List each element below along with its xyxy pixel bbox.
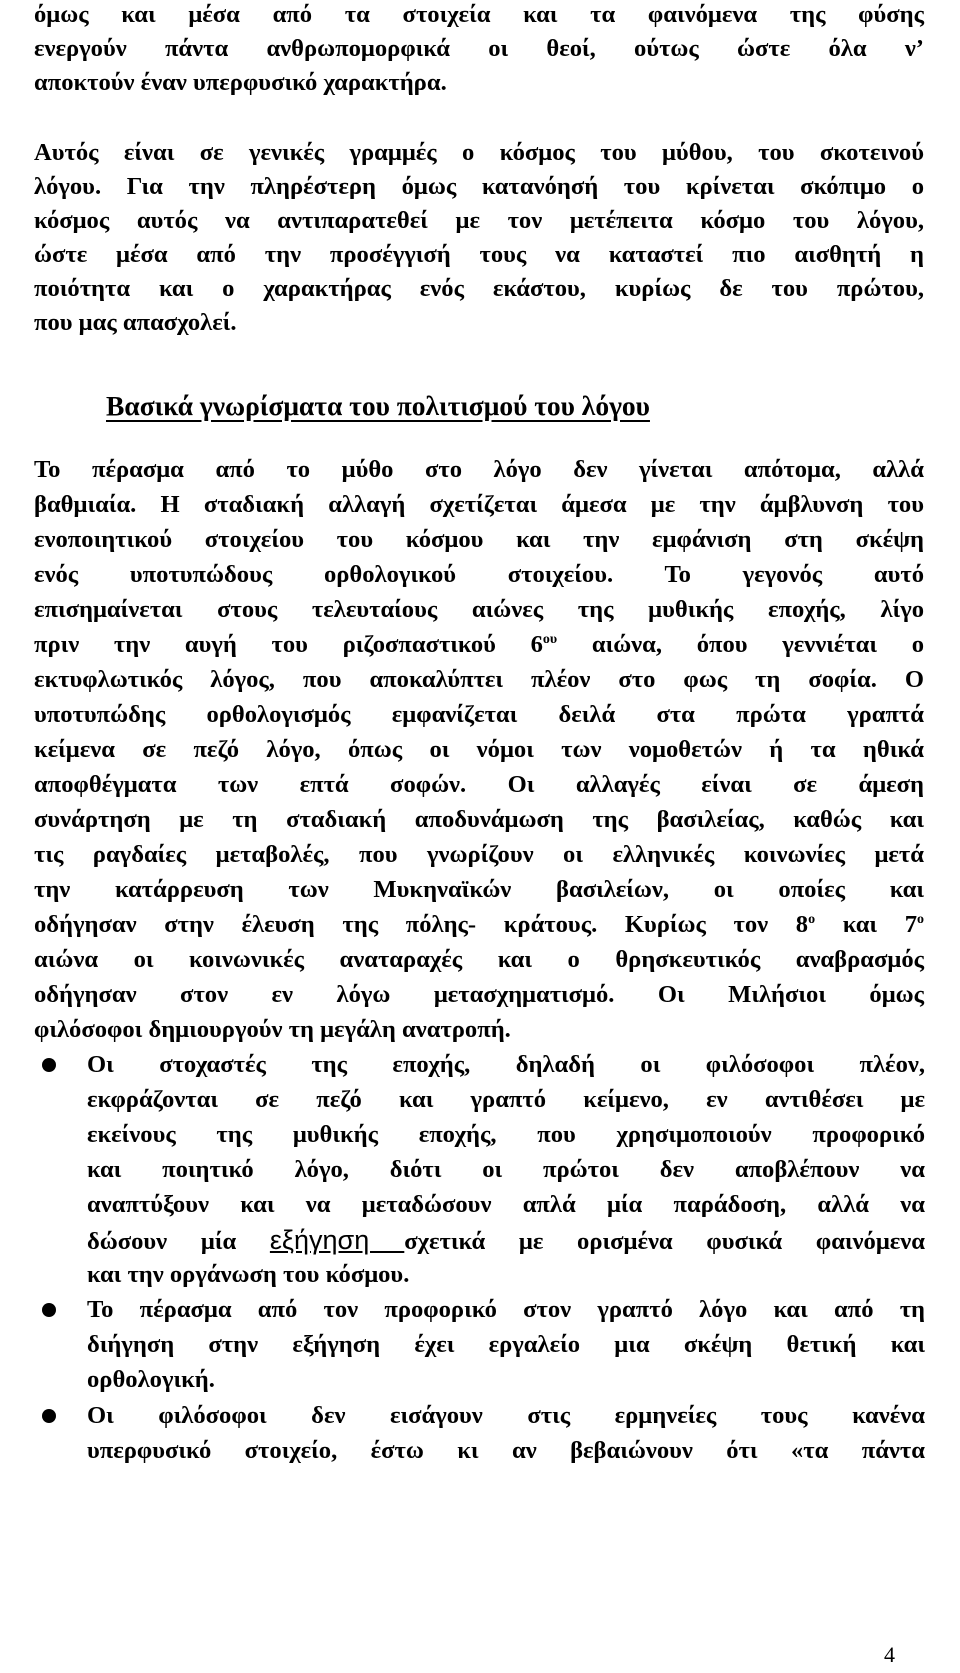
paragraph-line: τις ραγδαίες μεταβολές, που γνωρίζουν οι ελληνικές κοινωνίες μετά bbox=[34, 841, 924, 868]
paragraph-line bbox=[34, 908, 924, 942]
superscript: ου bbox=[542, 631, 558, 647]
paragraph-line: ενεργούν πάντα ανθρωπομορφικά οι θεοί, ούτως ώστε όλα ν’ bbox=[34, 35, 924, 62]
paragraph-line: φιλόσοφοι δημιουργούν τη μεγάλη ανατροπή. bbox=[34, 1016, 511, 1043]
superscript: ο bbox=[917, 911, 924, 927]
bullet-line: Οι φιλόσοφοι δεν εισάγουν στις ερμηνείες τους κανένα bbox=[87, 1402, 925, 1429]
paragraph-line bbox=[34, 628, 924, 662]
paragraph-line: επισημαίνεται στους τελευταίους αιώνες της μυθικής εποχής, λίγο bbox=[34, 596, 924, 623]
paragraph-line: ενοποιητικού στοιχείου του κόσμου και την εμφάνιση στη σκέψη bbox=[34, 526, 924, 553]
paragraph-line: υποτυπώδης ορθολογισμός εμφανίζεται δειλά στα πρώτα γραπτά bbox=[34, 701, 924, 728]
underlined-term: εξήγηση bbox=[269, 1225, 405, 1255]
paragraph-line: εκτυφλωτικός λόγος, που αποκαλύπτει πλέον στο φως τη σοφία. Ο bbox=[34, 666, 924, 693]
text-run: αιώνα, όπου γεννιέται ο bbox=[557, 631, 924, 658]
section-heading: Βασικά γνωρίσματα του πολιτισμού του λόγου bbox=[106, 390, 650, 421]
paragraph-line: βαθμιαία. Η σταδιακή αλλαγή σχετίζεται άμεσα με την άμβλυνση του bbox=[34, 491, 924, 518]
text-run: πριν την αυγή του ριζοσπαστικού 6 bbox=[34, 631, 543, 658]
bullet-line: Οι στοχαστές της εποχής, δηλαδή οι φιλόσοφοι πλέον, bbox=[87, 1051, 925, 1078]
paragraph-line: αιώνα οι κοινωνικές αναταραχές και ο θρησκευτικός αναβρασμός bbox=[34, 946, 924, 973]
bullet-line: εκφράζονται σε πεζό και γραπτό κείμενο, εν αντιθέσει με bbox=[87, 1086, 925, 1113]
paragraph-line: Το πέρασμα από το μύθο στο λόγο δεν γίνεται απότομα, αλλά bbox=[34, 456, 924, 483]
paragraph-line: την κατάρρευση των Μυκηναϊκών βασιλείων, οι οποίες και bbox=[34, 876, 924, 903]
paragraph-line: ώστε μέσα από την προσέγγισή τους να καταστεί πιο αισθητή η bbox=[34, 241, 924, 268]
bullet-line: Το πέρασμα από τον προφορικό στον γραπτό λόγο και από τη bbox=[87, 1296, 925, 1323]
bullet-icon bbox=[42, 1409, 56, 1423]
paragraph-line: κείμενα σε πεζό λόγο, όπως οι νόμοι των νομοθετών ή τα ηθικά bbox=[34, 736, 924, 763]
text-run: οδήγησαν στην έλευση της πόλης- κράτους. Κυρίως τον 8 bbox=[34, 911, 809, 938]
bullet-line: αναπτύξουν και να μεταδώσουν απλά μία παράδοση, αλλά να bbox=[87, 1191, 925, 1218]
text-run: δώσουν μία bbox=[87, 1228, 270, 1255]
bullet-line bbox=[87, 1223, 925, 1259]
paragraph-line: ποιότητα και ο χαρακτήρας ενός εκάστου, κυρίως δε του πρώτου, bbox=[34, 275, 924, 302]
bullet-line: και ποιητικό λόγο, διότι οι πρώτοι δεν αποβλέπουν να bbox=[87, 1156, 925, 1183]
paragraph-line: αποφθέγματα των επτά σοφών. Οι αλλαγές είναι σε άμεση bbox=[34, 771, 924, 798]
superscript: ο bbox=[808, 911, 816, 927]
bullet-line: υπερφυσικό στοιχείο, έστω κι αν βεβαιώνουν ότι «τα πάντα bbox=[87, 1437, 925, 1464]
paragraph-line: οδήγησαν στον εν λόγω μετασχηματισμό. Οι Μιλήσιοι όμως bbox=[34, 981, 924, 1008]
text-run: και 7 bbox=[815, 911, 917, 938]
paragraph-line: λόγου. Για την πληρέστερη όμως κατανόησή του κρίνεται σκόπιμο ο bbox=[34, 173, 924, 200]
text-run: σχετικά με ορισμένα φυσικά φαινόμενα bbox=[404, 1228, 926, 1255]
paragraph-line: συνάρτηση με τη σταδιακή αποδυνάμωση της βασιλείας, καθώς και bbox=[34, 806, 924, 833]
paragraph-line: Αυτός είναι σε γενικές γραμμές ο κόσμος του μύθου, του σκοτεινού bbox=[34, 139, 924, 166]
paragraph-line: αποκτούν έναν υπερφυσικό χαρακτήρα. bbox=[34, 69, 447, 96]
page-number: 4 bbox=[884, 1642, 895, 1667]
paragraph-line: που μας απασχολεί. bbox=[34, 309, 237, 336]
bullet-line: διήγηση στην εξήγηση έχει εργαλείο μια σκέψη θετική και bbox=[87, 1331, 925, 1358]
paragraph-line: κόσμος αυτός να αντιπαρατεθεί με τον μετέπειτα κόσμο του λόγου, bbox=[34, 207, 924, 234]
bullet-line: και την οργάνωση του κόσμου. bbox=[87, 1261, 410, 1288]
bullet-icon bbox=[42, 1058, 56, 1072]
bullet-line: εκείνους της μυθικής εποχής, που χρησιμοποιούν προφορικό bbox=[87, 1121, 925, 1148]
bullet-line: ορθολογική. bbox=[87, 1366, 215, 1393]
bullet-icon bbox=[42, 1303, 56, 1317]
paragraph-line: ενός υποτυπώδους ορθολογικού στοιχείου. Το γεγονός αυτό bbox=[34, 561, 924, 588]
paragraph-line: όμως και μέσα από τα στοιχεία και τα φαινόμενα της φύσης bbox=[34, 1, 924, 28]
